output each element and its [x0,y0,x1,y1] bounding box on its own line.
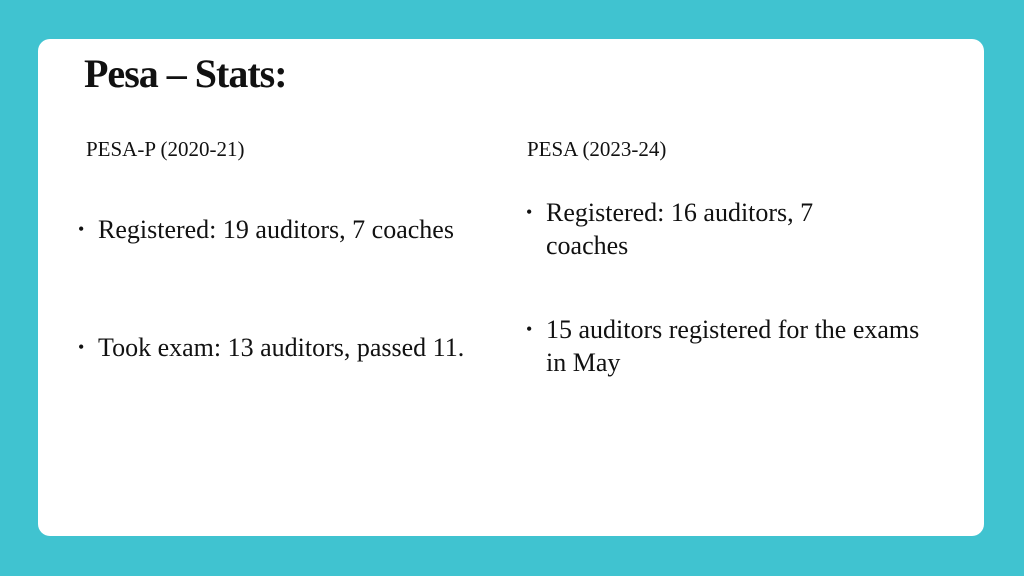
right-bullet-registered [526,196,886,262]
bullet-icon: • [78,337,85,357]
left-bullet-registered [78,213,478,246]
bullet-icon: • [526,202,533,222]
right-bullet-exam [526,313,926,379]
right-column-heading: PESA (2023-24) [527,137,667,161]
left-column-heading: PESA-P (2020-21) [86,137,245,161]
bullet-icon: • [78,219,85,239]
bullet-icon: • [526,319,533,339]
bullet-text: Took exam: 13 auditors, passed 11. [98,333,465,362]
left-bullet-exam [78,331,493,364]
bullet-text: 15 auditors registered for the exams in May [546,315,920,377]
slide-card [38,39,984,536]
slide-title: Pesa – Stats: [84,51,287,96]
bullet-text: Registered: 19 auditors, 7 coaches [98,215,454,244]
bullet-text: Registered: 16 auditors, 7 coaches [546,198,814,260]
